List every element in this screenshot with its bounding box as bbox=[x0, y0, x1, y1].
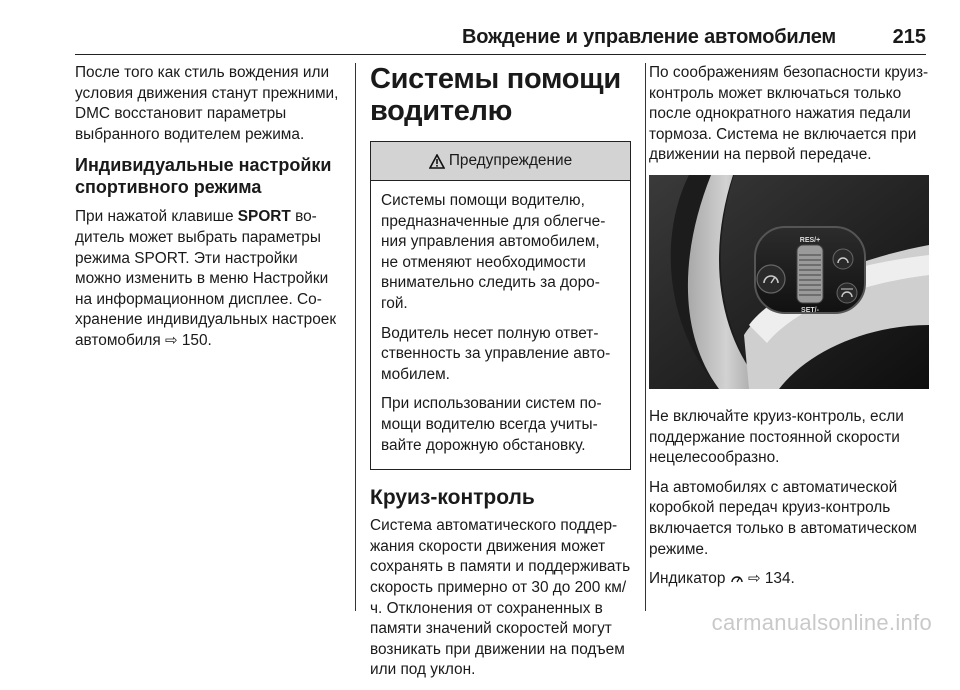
section-heading-sport-settings: Индивидуальные настройки спортивного режима bbox=[75, 155, 332, 198]
col3-paragraph-3: На автомобилях с автоматической коробкой передач круиз-контроль включается только в автоматическом режиме. bbox=[649, 478, 917, 558]
column-1 bbox=[75, 63, 343, 361]
warning-triangle-icon bbox=[429, 154, 445, 169]
col1-page-ref: 150. bbox=[181, 331, 212, 349]
column-3 bbox=[649, 63, 929, 599]
warning-paragraph-3: При использовании систем помощи водителю всегда учитывайте дорожную обстановку. bbox=[381, 395, 602, 454]
section-heading-cruise-control: Круиз-контроль bbox=[370, 486, 535, 510]
warning-paragraph-2: Водитель несет полную ответственность за управление автомобилем. bbox=[381, 324, 611, 383]
watermark: carmanualsonline.info bbox=[711, 610, 932, 635]
page-header bbox=[75, 22, 926, 55]
page-number: 215 bbox=[892, 26, 926, 48]
warning-title-bar bbox=[371, 142, 630, 181]
col3-paragraph-4 bbox=[649, 569, 929, 590]
page-ref-arrow-icon: ⇨ bbox=[164, 331, 178, 349]
col1-paragraph-2 bbox=[75, 207, 343, 351]
col2-paragraph: Система автоматического поддержания скорости движения может сохранять в памяти и поддерживать скорость примерно от 30 до 200 км/ч. Отклонения от сохраненных в памяти значений скоростей могут возникать при движении на подъем или под уклон. bbox=[370, 517, 631, 679]
col3-p4-pre: Индикатор bbox=[649, 570, 730, 588]
column-divider-2 bbox=[645, 63, 646, 611]
header-title: Вождение и управление автомобилем bbox=[461, 26, 836, 48]
warning-body bbox=[371, 181, 630, 469]
col1-p2-pre: При нажатой клавише bbox=[75, 208, 238, 226]
col3-paragraph-2: Не включайте круиз-контроль, если поддержание постоянной скорости нецелесообразно. bbox=[649, 407, 904, 467]
warning-box bbox=[370, 141, 631, 470]
col1-paragraph-1: После того как стиль вождения или условия движения станут прежними, DMC восстановит параметры выбранного водителем режима. bbox=[75, 64, 339, 143]
steering-wheel-cruise-controls-image bbox=[649, 175, 929, 389]
col1-p2-post: водитель может выбрать параметры режима SPORT. Эти настройки можно изменить в меню Настройки на информационном дисплее. Сохранение индивидуальных настроек автомобиля bbox=[75, 208, 337, 349]
image-label-res: RES/+ bbox=[799, 236, 821, 244]
col3-paragraph-1: По соображениям безопасности круиз-контроль может включаться только после однократного нажатия педали тормоза. Система не включается при движении на первой передаче. bbox=[649, 64, 929, 164]
section-heading-driver-assist: Системы помощи водителю bbox=[370, 63, 621, 127]
column-divider-1 bbox=[355, 63, 356, 611]
warning-paragraph-1: Системы помощи водителю, предназначенные для облегчения управления автомобилем, не отменяют необходимости внимательно следить за дорогой. bbox=[381, 192, 606, 312]
page-ref-arrow-icon: ⇨ bbox=[747, 570, 761, 588]
image-label-set: SET/- bbox=[801, 306, 819, 314]
cruise-indicator-icon bbox=[730, 570, 744, 587]
column-2 bbox=[370, 63, 632, 690]
col3-page-ref: 134. bbox=[764, 570, 795, 588]
sport-key-label: SPORT bbox=[237, 208, 291, 226]
warning-title: Предупреждение bbox=[448, 151, 573, 169]
